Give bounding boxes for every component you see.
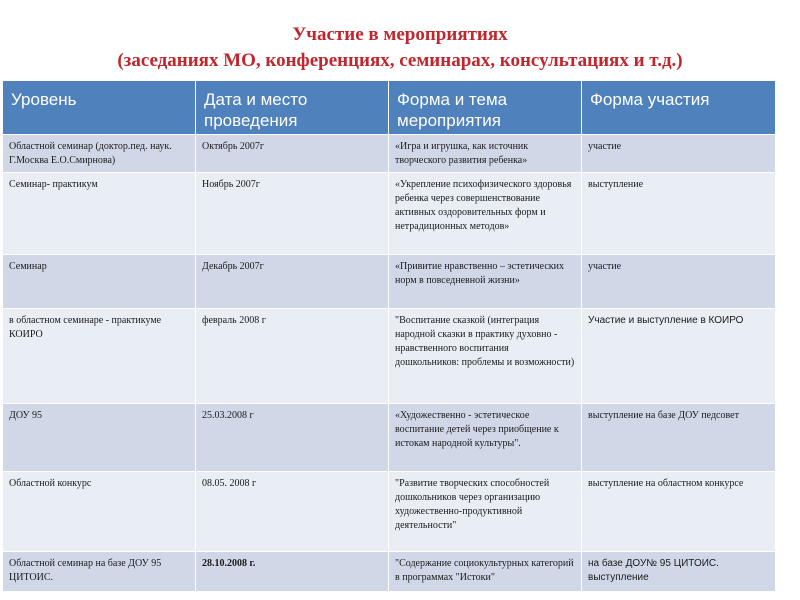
table-row bbox=[3, 255, 776, 309]
cell-date-place: 25.03.2008 г bbox=[196, 404, 389, 472]
table-row bbox=[3, 472, 776, 552]
table-header-row bbox=[3, 81, 776, 135]
participation-table bbox=[2, 80, 776, 592]
cell-event-topic: «Укрепление психофизического здоровья ребенка через совершенствование активных оздоровительных форм и нетрадиционных методов» bbox=[389, 173, 582, 255]
cell-participation: выступление на областном конкурсе bbox=[582, 472, 776, 552]
cell-date-place: 08.05. 2008 г bbox=[196, 472, 389, 552]
table-row bbox=[3, 552, 776, 592]
cell-participation: участие bbox=[582, 135, 776, 173]
cell-level: Семинар bbox=[3, 255, 196, 309]
title-line-2: (заседаниях МО, конференциях, семинарах, консультациях и т.д.) bbox=[117, 50, 683, 71]
cell-date-place: Декабрь 2007г bbox=[196, 255, 389, 309]
cell-level: Областной конкурс bbox=[3, 472, 196, 552]
cell-level: Областной семинар на базе ДОУ 95 ЦИТОИС. bbox=[3, 552, 196, 592]
table-row bbox=[3, 135, 776, 173]
cell-date-place: Октябрь 2007г bbox=[196, 135, 389, 173]
cell-participation: участие bbox=[582, 255, 776, 309]
cell-level: Семинар- практикум bbox=[3, 173, 196, 255]
header-event-form-topic: Форма и тема мероприятия bbox=[389, 81, 582, 135]
table-row bbox=[3, 404, 776, 472]
cell-date-place: февраль 2008 г bbox=[196, 309, 389, 404]
slide-title bbox=[0, 22, 800, 74]
cell-event-topic: «Игра и игрушка, как источник творческого развития ребенка» bbox=[389, 135, 582, 173]
cell-event-topic: «Привитие нравственно – эстетических норм в повседневной жизни» bbox=[389, 255, 582, 309]
cell-participation: выступление bbox=[582, 173, 776, 255]
cell-participation: Участие и выступление в КОИРО bbox=[582, 309, 776, 404]
cell-event-topic: «Художественно - эстетическое воспитание детей через приобщение к истокам народной культуры". bbox=[389, 404, 582, 472]
table-row bbox=[3, 173, 776, 255]
cell-event-topic: "Развитие творческих способностей дошкольников через организацию художественно-продуктивной деятельности" bbox=[389, 472, 582, 552]
cell-level: в областном семинаре - практикуме КОИРО bbox=[3, 309, 196, 404]
cell-event-topic: "Воспитание сказкой (интеграция народной сказки в практику духовно - нравственного воспитания дошкольников: проблемы и возможности) bbox=[389, 309, 582, 404]
cell-date-place: 28.10.2008 г. bbox=[196, 552, 389, 592]
cell-date-place: Ноябрь 2007г bbox=[196, 173, 389, 255]
cell-event-topic: "Содержание социокультурных категорий в программах "Истоки" bbox=[389, 552, 582, 592]
header-date-place: Дата и место проведения bbox=[196, 81, 389, 135]
cell-level: ДОУ 95 bbox=[3, 404, 196, 472]
table-row bbox=[3, 309, 776, 404]
cell-participation: на базе ДОУ№ 95 ЦИТОИС. выступление bbox=[582, 552, 776, 592]
header-level: Уровень bbox=[3, 81, 196, 135]
cell-level: Областной семинар (доктор.пед. наук. Г.Москва Е.О.Смирнова) bbox=[3, 135, 196, 173]
header-participation-form: Форма участия bbox=[582, 81, 776, 135]
title-line-1: Участие в мероприятиях bbox=[292, 24, 508, 45]
cell-participation: выступление на базе ДОУ педсовет bbox=[582, 404, 776, 472]
